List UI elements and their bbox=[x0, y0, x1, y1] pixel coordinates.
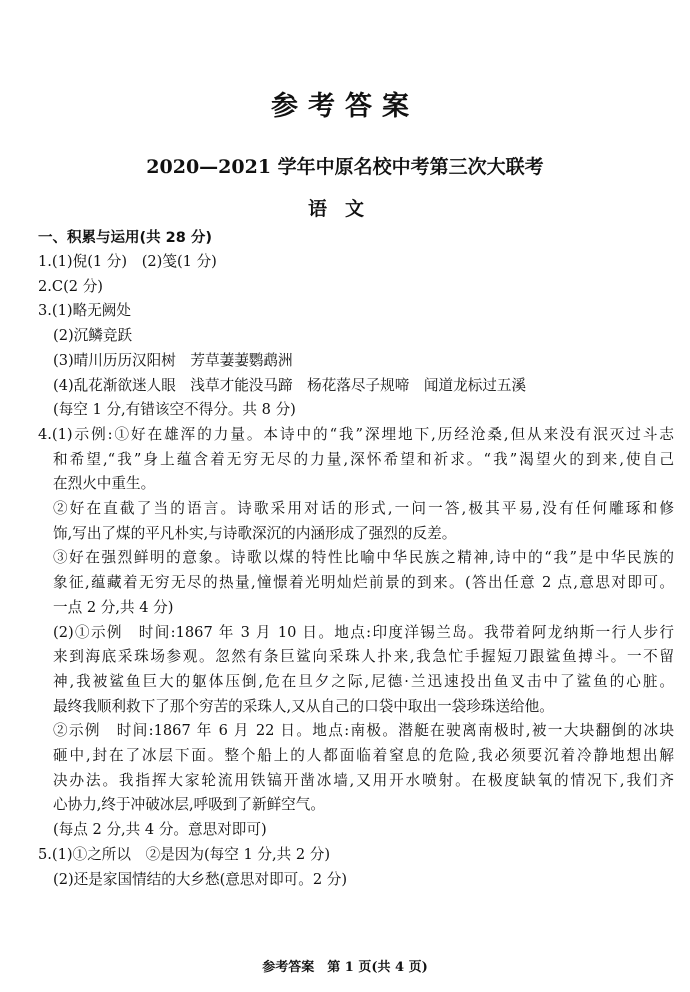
answer-line: 砸中,封在了冰层下面。整个船上的人都面临着窒息的危险,我必须要沉着冷静地想出解 bbox=[53, 747, 674, 765]
answer-line: 2.C(2 分) bbox=[38, 277, 103, 295]
answer-line: 4.(1)示例:①好在雄浑的力量。本诗中的“我”深埋地下,历经沧桑,但从来没有泯灭过斗志 bbox=[38, 425, 674, 443]
answer-line: 神,我被鲨鱼巨大的躯体压倒,危在旦夕之际,尼德·兰迅速投出鱼叉击中了鲨鱼的心脏。 bbox=[53, 672, 674, 690]
answer-line: 和希望,“我”身上蕴含着无穷无尽的力量,深怀希望和祈求。“我”渴望火的到来,使自己 bbox=[53, 450, 674, 468]
section-heading: 一、积累与运用(共 28 分) bbox=[38, 230, 213, 246]
answer-line: ②示例 时间:1867 年 6 月 22 日。地点:南极。潜艇在驶离南极时,被一大块翻倒的冰块 bbox=[53, 722, 674, 740]
answer-line: 1.(1)倪(1 分) (2)笺(1 分) bbox=[38, 253, 217, 270]
answer-line: 在烈火中重生。 bbox=[53, 475, 156, 493]
answer-line: (4)乱花渐欲迷人眼 浅草才能没马蹄 杨花落尽子规啼 闻道龙标过五溪 bbox=[53, 376, 527, 394]
answer-line: ②好在直截了当的语言。诗歌采用对话的形式,一问一答,极其平易,没有任何雕琢和修 bbox=[53, 500, 674, 518]
answer-line: 象征,蕴藏着无穷无尽的热量,憧憬着光明灿烂前景的到来。(答出任意 2 点,意思对即可。 bbox=[53, 574, 674, 592]
answer-line: (2)沉鳞竞跃 bbox=[53, 327, 133, 345]
answer-line: (每点 2 分,共 4 分。意思对即可) bbox=[53, 821, 267, 839]
answer-line: ③好在强烈鲜明的意象。诗歌以煤的特性比喻中华民族之精神,诗中的“我”是中华民族的 bbox=[53, 549, 674, 567]
answer-line: 饰,写出了煤的平凡朴实,与诗歌深沉的内涵形成了强烈的反差。 bbox=[53, 524, 457, 542]
answer-line: (3)晴川历历汉阳树 芳草萋萋鹦鹉洲 bbox=[53, 351, 293, 369]
answer-line: 最终我顺利救下了那个穷苦的采珠人,又从自己的口袋中取出一袋珍珠送给他。 bbox=[53, 697, 554, 715]
answer-line: (2)①示例 时间:1867 年 3 月 10 日。地点:印度洋锡兰岛。我带着阿龙纳斯一行人步行 bbox=[53, 623, 674, 641]
answer-line: 一点 2 分,共 4 分) bbox=[53, 598, 174, 616]
subject-heading: 语文 bbox=[307, 198, 382, 220]
page-footer: 参考答案 第 1 页(共 4 页) bbox=[262, 960, 428, 975]
exam-subtitle: 2020—2021 学年中原名校中考第三次大联考 bbox=[146, 156, 544, 178]
answer-line: 决办法。我指挥大家轮流用铁镐开凿冰墙,又用开水喷射。在极度缺氧的情况下,我们齐 bbox=[53, 771, 674, 789]
answer-line: (2)还是家国情结的大乡愁(意思对即可。2 分) bbox=[53, 870, 348, 888]
answer-line: (每空 1 分,有错该空不得分。共 8 分) bbox=[53, 401, 296, 419]
answer-line: 3.(1)略无阙处 bbox=[38, 302, 131, 320]
answer-line: 5.(1)①之所以 ②是因为(每空 1 分,共 2 分) bbox=[38, 845, 331, 863]
answer-line: 来到海底采珠场参观。忽然有条巨鲨向采珠人扑来,我急忙手握短刀跟鲨鱼搏斗。一不留 bbox=[53, 648, 674, 666]
answer-content bbox=[38, 226, 674, 892]
answer-line: 心协力,终于冲破冰层,呼吸到了新鲜空气。 bbox=[53, 796, 325, 814]
page-title: 参考答案 bbox=[271, 91, 419, 122]
